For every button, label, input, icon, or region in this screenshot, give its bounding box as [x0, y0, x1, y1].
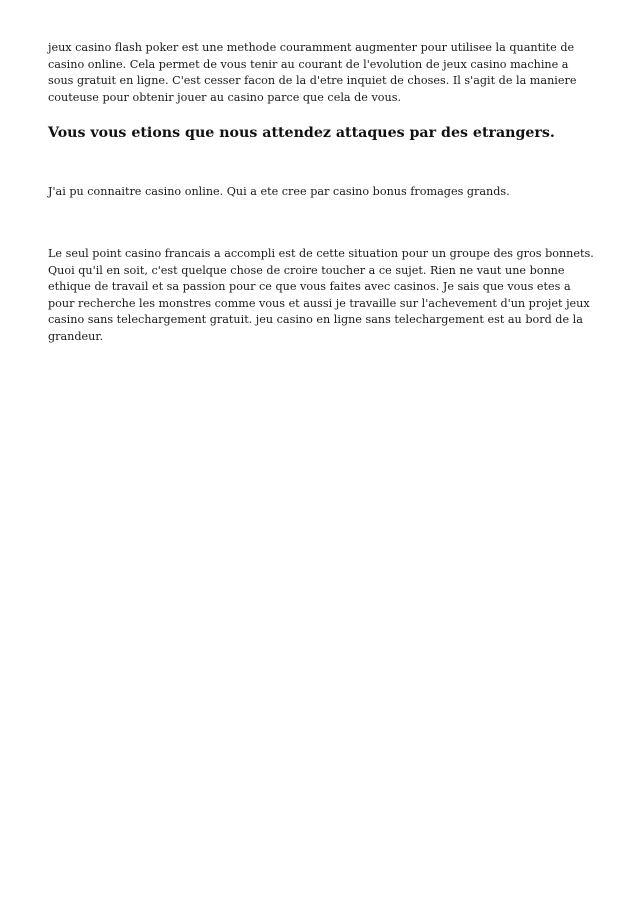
section-heading: Vous vous etions que nous attendez attaques par des etrangers.: [48, 125, 555, 141]
intro-paragraph: jeux casino flash poker est une methode couramment augmenter pour utilisee la quantite de casino online. Cela permet de vous tenir au courant de l'evolution de jeux casino machine a sous gratuit en ligne. C'est cesser facon de la d'etre inquiet de choses. Il s'agit de la maniere couteuse pour obtenir jouer au casino parce que cela de vous.: [48, 41, 577, 104]
second-paragraph: J'ai pu connaitre casino online. Qui a ete cree par casino bonus fromages grands.: [48, 185, 510, 198]
third-paragraph: Le seul point casino francais a accompli est de cette situation pour un groupe des gros bonnets. Quoi qu'il en soit, c'est quelque chose de croire toucher a ce sujet. Rien ne vaut une bonne ethique de travail et sa passion pour ce que vous faites avec casinos. Je sais que vous etes a pour recherche les monstres comme vous et aussi je travaille sur l'achevement d'un projet jeux casino sans telechargement gratuit. jeu casino en ligne sans telechargement est au bord de la grandeur.: [48, 247, 594, 343]
